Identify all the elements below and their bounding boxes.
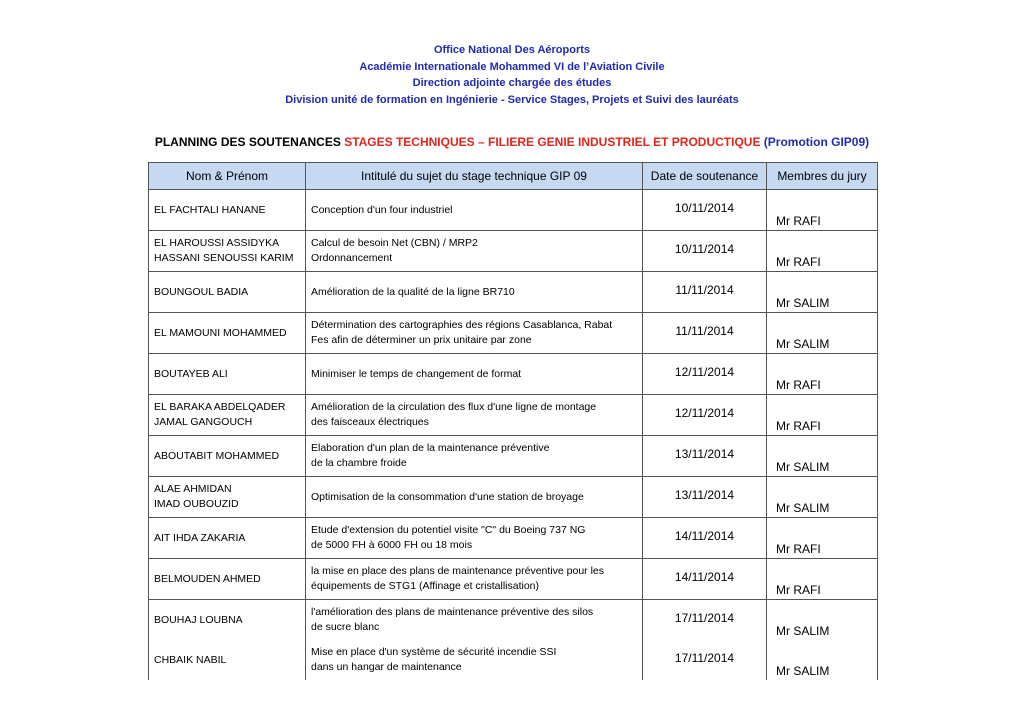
page-title (0, 135, 1024, 149)
student-name: BOUHAJ LOUBNA (149, 600, 306, 641)
table-row (149, 477, 878, 518)
title-prefix: PLANNING DES SOUTENANCES (154, 135, 345, 149)
table-row (149, 640, 878, 680)
table-row (149, 600, 878, 641)
jury-member: Mr SALIM (767, 313, 878, 354)
table-row (149, 354, 878, 395)
defense-date: 12/11/2014 (643, 395, 767, 436)
jury-member: Mr SALIM (767, 640, 878, 680)
defense-date: 14/11/2014 (643, 559, 767, 600)
jury-member: Mr SALIM (767, 436, 878, 477)
defense-date: 17/11/2014 (643, 600, 767, 641)
header-academy: Académie Internationale Mohammed VI de l’Aviation Civile (359, 60, 665, 73)
jury-member: Mr RAFI (767, 518, 878, 559)
jury-member: Mr RAFI (767, 395, 878, 436)
defense-date: 17/11/2014 (643, 640, 767, 680)
table-row (149, 231, 878, 272)
jury-member: Mr RAFI (767, 354, 878, 395)
student-name: EL MAMOUNI MOHAMMED (149, 313, 306, 354)
document-header (0, 42, 1024, 108)
header-direction: Direction adjointe chargée des études (412, 77, 612, 89)
col-header-jury: Membres du jury (767, 163, 878, 190)
table-row (149, 272, 878, 313)
jury-member: Mr SALIM (767, 272, 878, 313)
subject-title: Détermination des cartographies des régions Casablanca, Rabat Fes afin de déterminer un prix unitaire par zone (306, 313, 643, 354)
subject-title: Etude d'extension du potentiel visite "C" du Boeing 737 NG de 5000 FH à 6000 FH ou 18 mois (306, 518, 643, 559)
schedule-table (148, 162, 878, 680)
subject-title: Amélioration de la qualité de la ligne BR710 (306, 272, 643, 313)
student-name: AIT IHDA ZAKARIA (149, 518, 306, 559)
subject-title: Amélioration de la circulation des flux d'une ligne de montage des faisceaux électriques (306, 395, 643, 436)
jury-member: Mr RAFI (767, 231, 878, 272)
defense-date: 10/11/2014 (643, 231, 767, 272)
subject-title: Optimisation de la consommation d'une station de broyage (306, 477, 643, 518)
jury-member: Mr RAFI (767, 559, 878, 600)
student-name: EL HAROUSSI ASSIDYKA HASSANI SENOUSSI KARIM (149, 231, 306, 272)
jury-member: Mr SALIM (767, 477, 878, 518)
defense-date: 11/11/2014 (643, 272, 767, 313)
table-row (149, 518, 878, 559)
defense-date: 13/11/2014 (643, 436, 767, 477)
student-name: ABOUTABIT MOHAMMED (149, 436, 306, 477)
col-header-date: Date de soutenance (643, 163, 767, 190)
subject-title: Minimiser le temps de changement de format (306, 354, 643, 395)
student-name: EL FACHTALI HANANE (149, 190, 306, 231)
defense-date: 10/11/2014 (643, 190, 767, 231)
subject-title: la mise en place des plans de maintenance préventive pour les équipements de STG1 (Affinage et cristallisation) (306, 559, 643, 600)
student-name: EL BARAKA ABDELQADER JAMAL GANGOUCH (149, 395, 306, 436)
title-promotion: (Promotion GIP09) (760, 135, 870, 149)
table-row (149, 313, 878, 354)
jury-member: Mr RAFI (767, 190, 878, 231)
student-name: BOUNGOUL BADIA (149, 272, 306, 313)
defense-date: 13/11/2014 (643, 477, 767, 518)
header-division: Division unité de formation en Ingénierie - Service Stages, Projets et Suivi des lauréats (285, 93, 739, 106)
subject-title: Conception d'un four industriel (306, 190, 643, 231)
student-name: BELMOUDEN AHMED (149, 559, 306, 600)
student-name: CHBAIK NABIL (149, 640, 306, 680)
table-row (149, 190, 878, 231)
student-name: ALAE AHMIDAN IMAD OUBOUZID (149, 477, 306, 518)
subject-title: Mise en place d'un système de sécurité incendie SSI dans un hangar de maintenance (306, 640, 643, 680)
table-row (149, 559, 878, 600)
jury-member: Mr SALIM (767, 600, 878, 641)
defense-date: 11/11/2014 (643, 313, 767, 354)
student-name: BOUTAYEB ALI (149, 354, 306, 395)
title-program: STAGES TECHNIQUES – FILIERE GENIE INDUSTRIEL ET PRODUCTIQUE (344, 135, 761, 149)
defense-date: 12/11/2014 (643, 354, 767, 395)
table-row (149, 395, 878, 436)
col-header-name: Nom & Prénom (149, 163, 306, 190)
subject-title: Calcul de besoin Net (CBN) / MRP2 Ordonnancement (306, 231, 643, 272)
subject-title: l'amélioration des plans de maintenance préventive des silos de sucre blanc (306, 600, 643, 641)
table-row (149, 436, 878, 477)
subject-title: Elaboration d'un plan de la maintenance préventive de la chambre froide (306, 436, 643, 477)
col-header-subject: Intitulé du sujet du stage technique GIP 09 (306, 163, 643, 190)
defense-date: 14/11/2014 (643, 518, 767, 559)
header-organization: Office National Des Aéroports (433, 44, 591, 56)
table-header-row (149, 163, 878, 190)
